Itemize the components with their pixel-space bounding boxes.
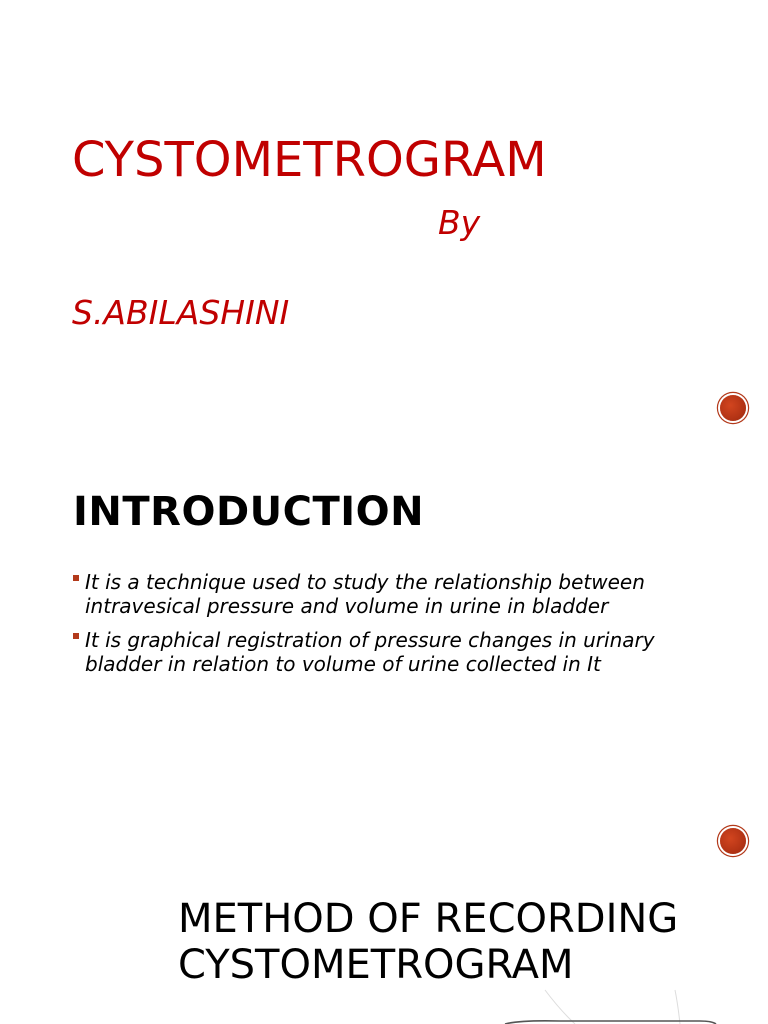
slide-marker-dot-icon xyxy=(720,395,746,421)
by-label: By xyxy=(438,203,481,242)
introduction-heading: INTRODUCTION xyxy=(73,489,425,535)
presentation-title: CYSTOMETROGRAM xyxy=(72,132,547,188)
method-heading: METHOD OF RECORDING CYSTOMETROGRAM xyxy=(178,896,679,988)
bullet-item: It is a technique used to study the relationship between intravesical pressure and volume in urine in bladder xyxy=(73,570,713,618)
bullet-item: It is graphical registration of pressure changes in urinary bladder in relation to volume of urine collected in It xyxy=(73,628,713,676)
introduction-bullet-list xyxy=(73,570,713,686)
author-name: S.ABILASHINI xyxy=(72,293,290,332)
slide-marker-dot-icon xyxy=(720,828,746,854)
decorative-curve-icon xyxy=(500,980,730,1024)
